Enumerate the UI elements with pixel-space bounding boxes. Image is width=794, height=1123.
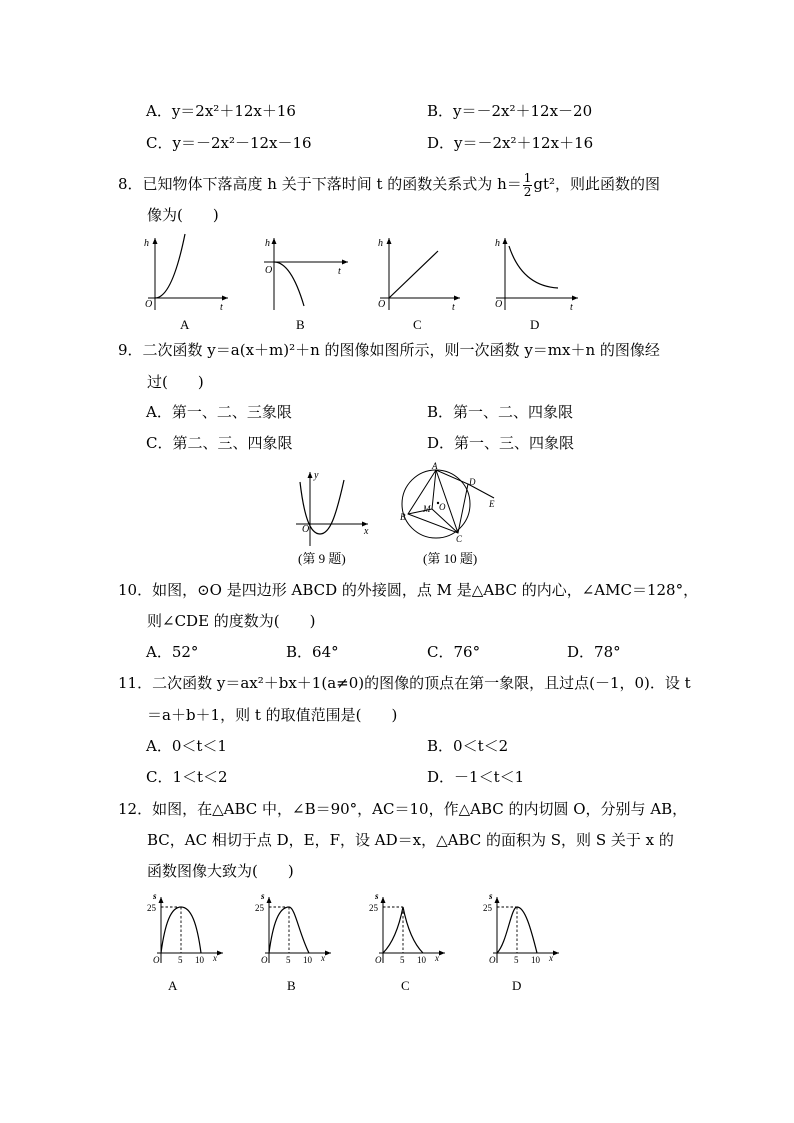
q12-stem-line1: 12．如图，在△ABC 中，∠B＝90°，AC＝10，作△ABC 的内切圆 O，分别与 AB， [118, 800, 688, 818]
q8-fraction [523, 172, 533, 198]
q8d-axis-t: t [570, 302, 573, 313]
q12a-origin: O [153, 955, 160, 965]
q10-option-c: C．76° [427, 643, 481, 661]
q8c-axis-h: h [378, 238, 383, 249]
q8-graph-b [260, 234, 350, 314]
q12b-axis-x: x [321, 953, 325, 963]
q10-label-c: C [456, 534, 463, 544]
q9-stem-line2: 过( ) [147, 373, 204, 391]
q8a-axis-h: h [144, 238, 149, 249]
q11-option-a: A．0＜t＜1 [146, 737, 227, 755]
q9-axis-x: x [364, 526, 369, 537]
q9-caption: (第 9 题) [298, 551, 346, 566]
q12d-axis-s: s [489, 891, 493, 901]
q12-label-b: B [287, 978, 296, 993]
q8-graph-c [372, 234, 462, 314]
q10-option-d: D．78° [567, 643, 621, 661]
q9-option-b: B．第一、二、四象限 [427, 403, 574, 421]
q10-label-m: M [423, 504, 431, 514]
q12b-origin: O [261, 955, 268, 965]
q9-axis-y: y [314, 470, 319, 481]
q10-label-a: A [432, 461, 438, 471]
q8c-origin: O [378, 299, 386, 310]
q12-graph-a [145, 893, 225, 968]
q12c-axis-s: s [375, 891, 379, 901]
q12a-xtick-10: 10 [195, 955, 204, 965]
q8b-axis-h: h [265, 238, 270, 249]
q12-stem-line3: 函数图像大致为( ) [147, 862, 294, 880]
q12c-origin: O [375, 955, 382, 965]
q12a-xtick-5: 5 [178, 955, 183, 965]
q8-stem-post: gt²，则此函数的图 [533, 175, 661, 194]
q8a-origin: O [145, 299, 153, 310]
q8b-axis-t: t [338, 266, 341, 277]
q12-label-a: A [168, 978, 178, 993]
q8c-axis-t: t [452, 302, 455, 313]
q8-frac-den: 2 [523, 184, 532, 199]
q9-figure [292, 468, 372, 548]
q10-label-o: O [439, 502, 446, 512]
q8d-axis-h: h [495, 238, 500, 249]
q12c-axis-x: x [435, 953, 439, 963]
q9-origin: O [302, 524, 310, 535]
q8a-axis-t: t [220, 302, 223, 313]
q8-label-c: C [413, 317, 422, 332]
q8b-origin: O [265, 265, 273, 276]
q10-stem-line1: 10．如图，⊙O 是四边形 ABCD 的外接圆，点 M 是△ABC 的内心，∠AMC＝128°， [118, 581, 699, 599]
q12-label-c: C [401, 978, 410, 993]
q8-frac-num: 1 [523, 171, 532, 185]
q12c-xtick-5: 5 [400, 955, 405, 965]
q8-label-b: B [296, 317, 305, 332]
q12b-xtick-5: 5 [286, 955, 291, 965]
q8-stem-line2: 像为( ) [147, 206, 219, 224]
q12d-axis-x: x [549, 953, 553, 963]
q12b-xtick-10: 10 [303, 955, 312, 965]
q12-graph-d [481, 893, 561, 968]
q7-option-b: B．y＝－2x²＋12x－20 [427, 102, 593, 120]
q12d-xtick-10: 10 [531, 955, 540, 965]
q10-stem-line2: 则∠CDE 的度数为( ) [147, 612, 316, 630]
q11-stem-line2: ＝a＋b＋1，则 t 的取值范围是( ) [147, 706, 398, 724]
q9-option-a: A．第一、二、三象限 [146, 403, 292, 421]
q9-option-c: C．第二、三、四象限 [146, 434, 293, 452]
q12-graph-c [367, 893, 447, 968]
q10-figure [396, 462, 506, 547]
q12a-axis-x: x [213, 953, 217, 963]
q8-graph-a [140, 234, 230, 314]
q11-option-c: C．1＜t＜2 [146, 768, 228, 786]
q12a-axis-s: s [153, 891, 157, 901]
q10-label-b: B [400, 512, 406, 522]
q8d-origin: O [495, 299, 503, 310]
q8-label-a: A [180, 317, 190, 332]
q10-option-b: B．64° [286, 643, 339, 661]
q8-label-d: D [530, 317, 540, 332]
q12-label-d: D [512, 978, 522, 993]
q10-label-d: D [469, 477, 476, 487]
q11-option-d: D．－1＜t＜1 [427, 768, 525, 786]
q10-label-e: E [489, 499, 495, 509]
q12b-ytick: 25 [255, 903, 264, 913]
q11-option-b: B．0＜t＜2 [427, 737, 509, 755]
q7-option-a: A．y＝2x²＋12x＋16 [146, 102, 296, 120]
q7-option-d: D．y＝－2x²＋12x＋16 [427, 134, 594, 152]
q12-stem-line2: BC，AC 相切于点 D，E，F，设 AD＝x，△ABC 的面积为 S，则 S 关于 x 的 [147, 831, 674, 849]
q12-graph-b [253, 893, 333, 968]
q12d-xtick-5: 5 [514, 955, 519, 965]
q8-stem-pre: 8．已知物体下落高度 h 关于下落时间 t 的函数关系式为 h＝ [118, 175, 522, 194]
q9-option-d: D．第一、三、四象限 [427, 434, 575, 452]
q12a-ytick: 25 [147, 903, 156, 913]
q12d-origin: O [489, 955, 496, 965]
q10-option-a: A．52° [146, 643, 199, 661]
q12b-axis-s: s [261, 891, 265, 901]
q9-stem-line1: 9．二次函数 y＝a(x＋m)²＋n 的图像如图所示，则一次函数 y＝mx＋n 的图像经 [118, 341, 660, 359]
q8-graph-d [490, 234, 580, 314]
q12c-xtick-10: 10 [417, 955, 426, 965]
q11-stem-line1: 11．二次函数 y＝ax²＋bx＋1(a≠0)的图像的顶点在第一象限，且过点(－1，0)．设 t [118, 674, 691, 692]
q8-stem-line1 [118, 172, 660, 198]
q12c-ytick: 25 [369, 903, 378, 913]
q12d-ytick: 25 [483, 903, 492, 913]
q10-caption: (第 10 题) [423, 551, 478, 566]
q7-option-c: C．y＝－2x²－12x－16 [146, 134, 312, 152]
